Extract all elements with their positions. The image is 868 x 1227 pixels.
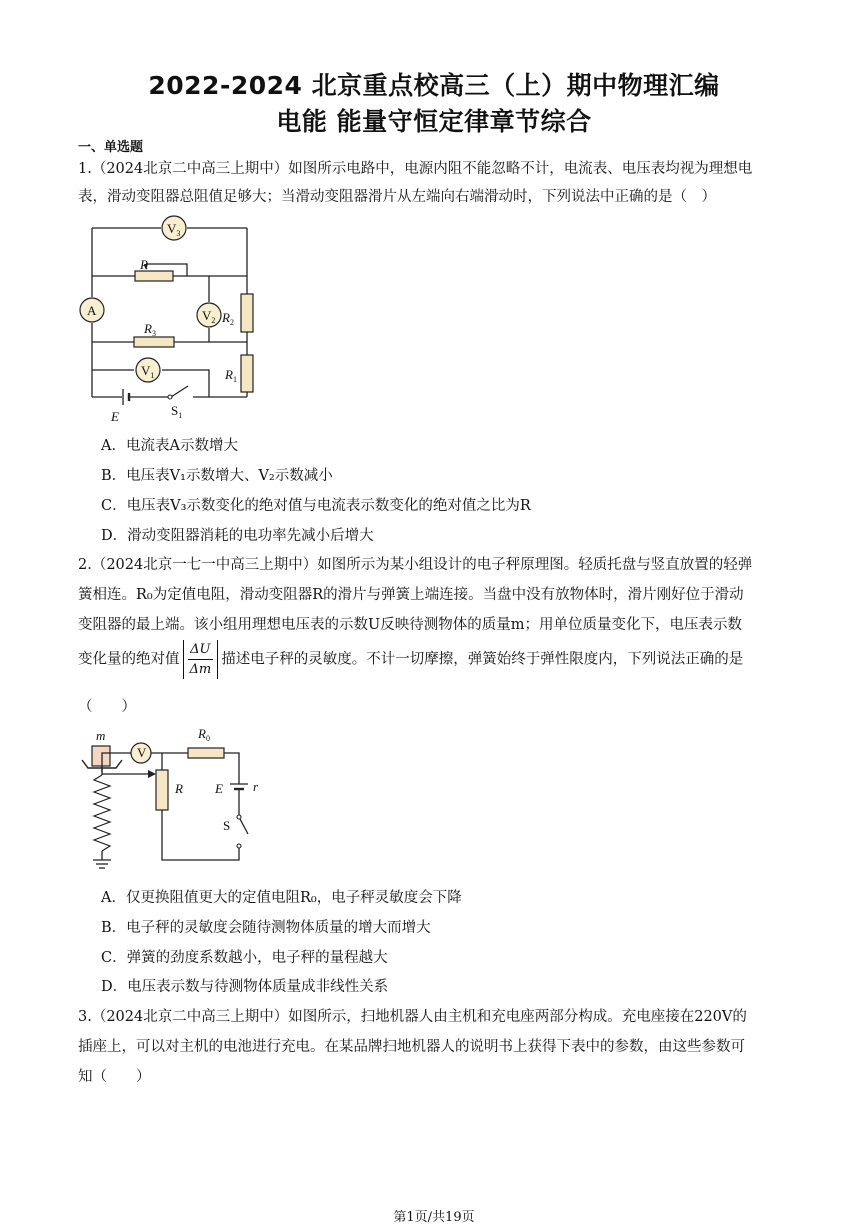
q2-option-b: B．电子秤的灵敏度会随待测物体质量的增大而增大 [101, 920, 431, 936]
q1-option-d: D．滑动变阻器消耗的电功率先减小后增大 [101, 528, 374, 544]
q1-label-V1: $V_1$ [141, 363, 155, 380]
section-heading: 一、单选题 [78, 140, 144, 155]
q1-label-V2: $V_2$ [202, 308, 216, 325]
q1-resistor-R [135, 271, 173, 281]
q1-label-R1: $R_1$ [225, 367, 237, 384]
q2-label-R0: $R_0$ [198, 726, 210, 743]
q1-label-A: A [87, 303, 97, 318]
q1-option-a: A．电流表A示数增大 [101, 438, 238, 454]
q2-stem-line4 [78, 640, 743, 679]
q2-label-E: E [215, 781, 223, 796]
q1-option-c: C．电压表V₃示数变化的绝对值与电流表示数变化的绝对值之比为R [101, 498, 531, 514]
q3-stem-line3: 知（ ） [78, 1069, 151, 1085]
q2-stem-line4-pre: 变化量的绝对值 [78, 651, 180, 668]
q2-stem-line5: （ ） [78, 699, 136, 715]
q2-label-r: r [253, 779, 259, 794]
q1-label-E: E [111, 409, 119, 424]
q2-label-V: V [137, 745, 147, 760]
page-number: 第1页/共19页 [393, 1210, 475, 1225]
q1-resistor-R2 [241, 294, 253, 332]
q2-stem-line2: 簧相连。R₀为定值电阻，滑动变阻器R的滑片与弹簧上端连接。当盘中没有放物体时，滑片刚好位于滑动 [78, 587, 744, 603]
q2-label-m: m [96, 728, 106, 743]
q2-label-S: S [223, 818, 231, 833]
q2-stem-line4-post: 描述电子秤的灵敏度。不计一切摩擦，弹簧始终于弹性限度内，下列说法正确的是 [221, 651, 744, 668]
q2-resistor-R [156, 770, 168, 810]
q2-option-c: C．弹簧的劲度系数越小，电子秤的量程越大 [101, 950, 388, 966]
q3-stem-line1: 3.（2024北京二中高三上期中）如图所示，扫地机器人由主机和充电座两部分构成。充电座接在220V的 [78, 1009, 747, 1025]
page-title-line2: 电能 能量守恒定律章节综合 [276, 107, 592, 136]
sensitivity-fraction [183, 640, 219, 679]
q1-option-b: B．电压表V₁示数增大、V₂示数减小 [101, 468, 333, 484]
q2-mass-block [92, 746, 110, 766]
q1-resistor-R1 [241, 355, 253, 392]
q2-resistor-R0 [188, 748, 224, 758]
q1-label-R2: $R_2$ [222, 310, 234, 327]
q1-resistor-R3 [134, 337, 174, 347]
q3-stem-line2: 插座上，可以对主机的电池进行充电。在某品牌扫地机器人的说明书上获得下表中的参数，由这些参数可 [78, 1039, 745, 1055]
q1-label-S1: $S_1$ [171, 403, 183, 420]
q1-stem-line2: 表，滑动变阻器总阻值足够大；当滑动变阻器滑片从左端向右端滑动时，下列说法中正确的是（ ） [78, 189, 716, 205]
q2-label-R: R [175, 781, 183, 796]
page-title-line1: 2022-2024 北京重点校高三（上）期中物理汇编 [148, 71, 720, 100]
q2-stem-line1: 2.（2024北京一七一中高三上期中）如图所示为某小组设计的电子秤原理图。轻质托盘与竖直放置的轻弹 [78, 557, 753, 573]
q1-label-R: R [140, 257, 148, 272]
q2-scale-circuit-diagram [78, 720, 278, 875]
q2-option-a: A．仅更换阻值更大的定值电阻R₀，电子秤灵敏度会下降 [101, 890, 462, 906]
fraction-denominator: Δm [189, 662, 212, 677]
q1-label-V3: $V_3$ [167, 221, 181, 238]
q2-spring [94, 775, 110, 851]
q2-option-d: D．电压表示数与待测物体质量成非线性关系 [101, 979, 389, 995]
q1-label-R3: $R_3$ [144, 321, 156, 338]
fraction-numerator: ΔU [188, 640, 214, 660]
q1-stem-line1: 1.（2024北京二中高三上期中）如图所示电路中，电源内阻不能忽略不计，电流表、电压表均视为理想电 [78, 161, 753, 177]
q1-circuit-diagram [78, 212, 268, 427]
q2-stem-line3: 变阻器的最上端。该小组用理想电压表的示数U反映待测物体的质量m；用单位质量变化下，电压表示数 [78, 617, 742, 633]
